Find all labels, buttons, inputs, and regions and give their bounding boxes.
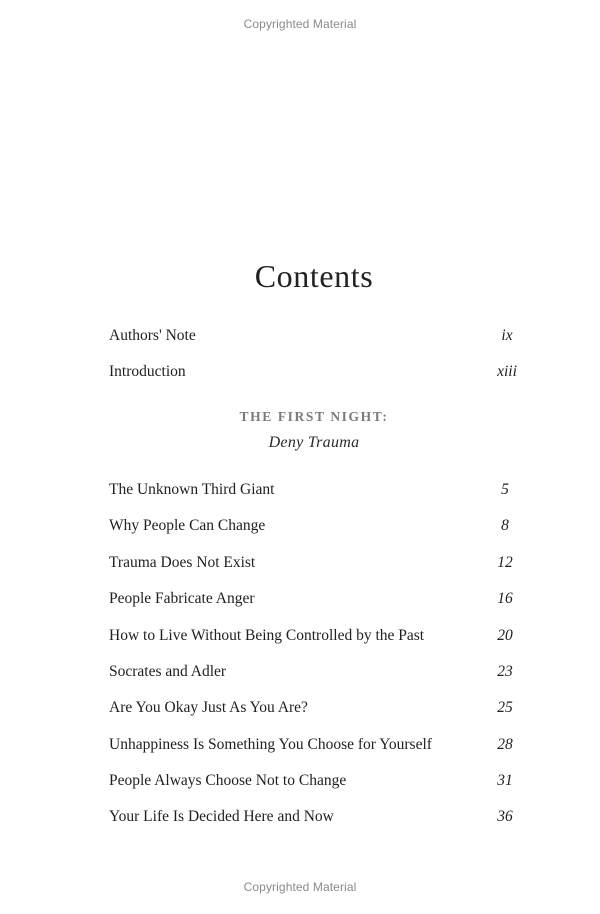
toc-entry-label: Your Life Is Decided Here and Now bbox=[109, 808, 334, 825]
toc-entry-page: 28 bbox=[497, 736, 513, 753]
toc-entry-introduction[interactable] bbox=[109, 361, 517, 383]
part-subtitle: Deny Trauma bbox=[268, 434, 360, 451]
toc-entry[interactable] bbox=[109, 697, 517, 719]
toc-entry-label: People Always Choose Not to Change bbox=[109, 772, 347, 789]
toc-entry-page: 16 bbox=[497, 590, 513, 607]
toc-entry-label: Unhappiness Is Something You Choose for Yourself bbox=[109, 736, 432, 753]
part-heading: THE FIRST NIGHT: bbox=[239, 409, 389, 424]
toc-entry-page: ix bbox=[501, 327, 513, 344]
toc-entry-label: Are You Okay Just As You Are? bbox=[109, 699, 308, 716]
toc-entry-page: xiii bbox=[497, 363, 517, 380]
toc-entry-label: The Unknown Third Giant bbox=[109, 481, 275, 498]
toc-entry-label: Why People Can Change bbox=[109, 517, 266, 534]
toc-entry-page: 20 bbox=[497, 627, 513, 644]
toc-entry-authors-note[interactable] bbox=[109, 325, 517, 347]
toc-entry-page: 36 bbox=[497, 808, 513, 825]
toc-entry[interactable] bbox=[109, 515, 517, 537]
toc-entry[interactable] bbox=[109, 734, 517, 756]
toc-entry[interactable] bbox=[109, 479, 517, 501]
toc-entry-page: 23 bbox=[497, 663, 513, 680]
toc-entry-label: How to Live Without Being Controlled by the Past bbox=[109, 627, 425, 644]
toc-entry[interactable] bbox=[109, 770, 517, 792]
toc-entry-label: Socrates and Adler bbox=[109, 663, 227, 680]
toc-entry[interactable] bbox=[109, 588, 517, 610]
toc-entry-label: Authors' Note bbox=[109, 327, 196, 344]
toc-entry-page: 5 bbox=[501, 481, 509, 498]
toc-entry-label: People Fabricate Anger bbox=[109, 590, 255, 607]
toc-entry-page: 25 bbox=[497, 699, 513, 716]
toc-entry-page: 31 bbox=[497, 772, 513, 789]
toc-entry-label: Trauma Does Not Exist bbox=[109, 554, 256, 571]
toc-entry-label: Introduction bbox=[109, 363, 186, 380]
watermark-bottom: Copyrighted Material bbox=[243, 880, 357, 894]
page-title: Contents bbox=[254, 258, 374, 294]
watermark-top: Copyrighted Material bbox=[243, 17, 357, 31]
toc-entry[interactable] bbox=[109, 806, 517, 828]
toc-entry[interactable] bbox=[109, 661, 517, 683]
toc-entry-page: 8 bbox=[501, 517, 509, 534]
toc-entry[interactable] bbox=[109, 625, 517, 647]
toc-entry[interactable] bbox=[109, 552, 517, 574]
toc-entry-page: 12 bbox=[497, 554, 513, 571]
